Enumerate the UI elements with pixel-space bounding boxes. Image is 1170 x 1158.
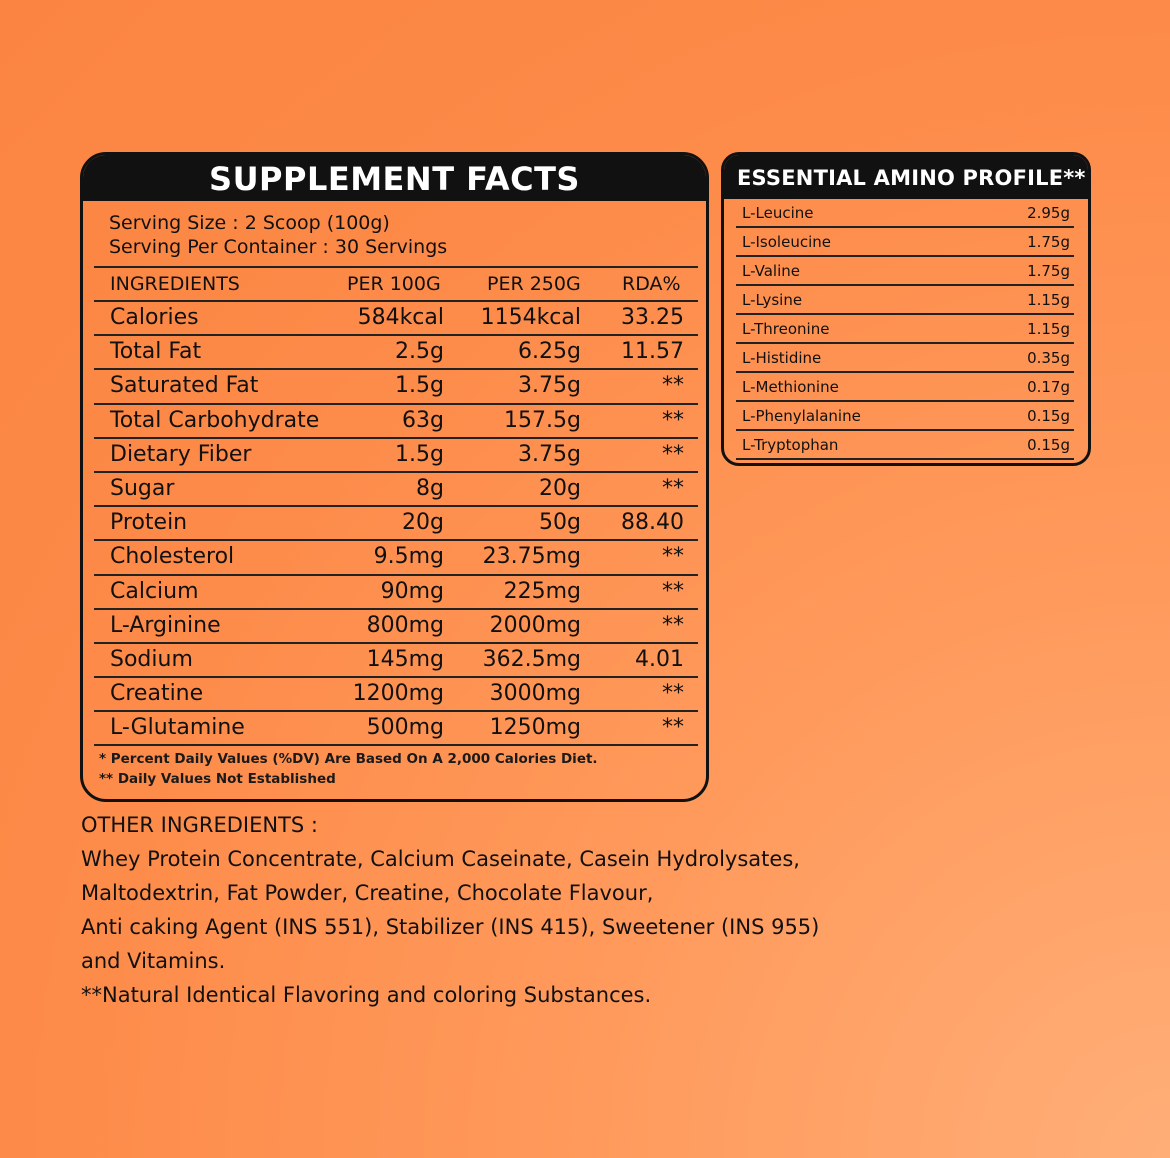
- value-rda: **: [662, 373, 684, 399]
- table-row: [94, 507, 698, 541]
- value-per-100g: 20g: [402, 510, 444, 536]
- facts-table: [94, 266, 698, 746]
- ingredient-name: Total Fat: [110, 339, 202, 365]
- value-rda: 4.01: [635, 646, 684, 672]
- header-per-100g: PER 100G: [347, 273, 441, 295]
- facts-table-header: [94, 266, 698, 302]
- amino-value: 1.15g: [1027, 291, 1070, 309]
- table-row: [94, 405, 698, 439]
- other-ingredients-label: OTHER INGREDIENTS :: [81, 813, 318, 837]
- value-per-100g: 800mg: [366, 612, 444, 638]
- amino-name: L-Valine: [742, 262, 800, 280]
- amino-name: L-Histidine: [742, 349, 822, 367]
- amino-value: 1.15g: [1027, 320, 1070, 338]
- ingredient-name: L-Arginine: [110, 612, 221, 638]
- value-per-250g: 20g: [539, 475, 581, 501]
- amino-value: 0.15g: [1027, 436, 1070, 454]
- amino-name: L-Lysine: [742, 291, 803, 309]
- table-row: [94, 336, 698, 370]
- ingredient-name: Dietary Fiber: [110, 441, 252, 467]
- table-row: [94, 439, 698, 473]
- table-row: [94, 678, 698, 712]
- other-ingredients-line: and Vitamins.: [81, 949, 226, 973]
- value-rda: **: [662, 475, 684, 501]
- value-per-250g: 2000mg: [489, 612, 581, 638]
- other-ingredients-line: Whey Protein Concentrate, Calcium Caseinate, Casein Hydrolysates,: [81, 847, 800, 871]
- value-per-100g: 1.5g: [395, 441, 444, 467]
- amino-name: L-Methionine: [742, 378, 839, 396]
- ingredient-name: L-Glutamine: [110, 715, 245, 741]
- ingredient-name: Cholesterol: [110, 544, 235, 570]
- value-per-100g: 500mg: [366, 715, 444, 741]
- amino-value: 0.15g: [1027, 407, 1070, 425]
- value-per-100g: 8g: [416, 475, 444, 501]
- list-item: [736, 315, 1074, 344]
- value-per-250g: 362.5mg: [482, 646, 581, 672]
- ingredient-name: Sodium: [110, 646, 193, 672]
- value-per-100g: 90mg: [380, 578, 444, 604]
- amino-name: L-Isoleucine: [742, 233, 831, 251]
- amino-value: 1.75g: [1027, 262, 1070, 280]
- ingredient-name: Protein: [110, 510, 188, 536]
- value-rda: **: [662, 715, 684, 741]
- value-per-100g: 63g: [402, 407, 444, 433]
- footnote-not-established: ** Daily Values Not Established: [99, 771, 336, 787]
- amino-profile-list: [736, 199, 1074, 460]
- amino-value: 1.75g: [1027, 233, 1070, 251]
- value-per-250g: 3.75g: [518, 441, 581, 467]
- amino-name: L-Leucine: [742, 204, 814, 222]
- header-ingredients: INGREDIENTS: [110, 273, 240, 295]
- list-item: [736, 199, 1074, 228]
- value-per-100g: 2.5g: [395, 339, 444, 365]
- header-rda: RDA%: [622, 273, 681, 295]
- list-item: [736, 286, 1074, 315]
- value-per-100g: 145mg: [366, 646, 444, 672]
- footnote-daily-values: * Percent Daily Values (%DV) Are Based On A 2,000 Calories Diet.: [99, 751, 598, 767]
- value-rda: 33.25: [621, 305, 684, 330]
- table-row: [94, 712, 698, 746]
- serving-size: Serving Size : 2 Scoop (100g): [109, 212, 390, 234]
- ingredient-name: Calcium: [110, 578, 199, 604]
- ingredient-name: Calories: [110, 305, 199, 330]
- serving-info: [109, 211, 447, 259]
- header-per-250g: PER 250G: [487, 273, 581, 295]
- supplement-facts-title: SUPPLEMENT FACTS: [83, 155, 706, 201]
- value-per-250g: 1154kcal: [480, 305, 581, 330]
- value-per-250g: 3000mg: [489, 681, 581, 707]
- value-rda: **: [662, 681, 684, 707]
- value-per-100g: 9.5mg: [373, 544, 444, 570]
- facts-footnotes: [99, 749, 598, 789]
- supplement-facts-panel: [80, 152, 709, 802]
- amino-name: L-Threonine: [742, 320, 830, 338]
- list-item: [736, 431, 1074, 460]
- value-per-250g: 225mg: [503, 578, 581, 604]
- value-per-250g: 6.25g: [518, 339, 581, 365]
- value-per-250g: 50g: [539, 510, 581, 536]
- facts-table-body: [94, 302, 698, 746]
- amino-value: 2.95g: [1027, 204, 1070, 222]
- flavoring-note: **Natural Identical Flavoring and coloring Substances.: [81, 983, 652, 1007]
- table-row: [94, 576, 698, 610]
- amino-profile-panel: [721, 152, 1091, 466]
- list-item: [736, 344, 1074, 373]
- ingredient-name: Creatine: [110, 681, 204, 707]
- other-ingredients-line: Maltodextrin, Fat Powder, Creatine, Chocolate Flavour,: [81, 881, 654, 905]
- amino-value: 0.35g: [1027, 349, 1070, 367]
- table-row: [94, 302, 698, 336]
- value-per-250g: 3.75g: [518, 373, 581, 399]
- value-rda: **: [662, 544, 684, 570]
- value-rda: **: [662, 612, 684, 638]
- ingredient-name: Total Carbohydrate: [110, 407, 320, 433]
- list-item: [736, 373, 1074, 402]
- table-row: [94, 541, 698, 575]
- table-row: [94, 370, 698, 404]
- table-row: [94, 610, 698, 644]
- value-per-250g: 23.75mg: [482, 544, 581, 570]
- amino-name: L-Phenylalanine: [742, 407, 861, 425]
- serving-per-container: Serving Per Container : 30 Servings: [109, 236, 448, 258]
- value-rda: 11.57: [621, 339, 684, 365]
- value-per-100g: 1.5g: [395, 373, 444, 399]
- value-rda: **: [662, 578, 684, 604]
- value-per-100g: 1200mg: [352, 681, 444, 707]
- ingredient-name: Saturated Fat: [110, 373, 259, 399]
- table-row: [94, 644, 698, 678]
- other-ingredients-line: Anti caking Agent (INS 551), Stabilizer (INS 415), Sweetener (INS 955): [81, 915, 820, 939]
- list-item: [736, 257, 1074, 286]
- amino-name: L-Tryptophan: [742, 436, 839, 454]
- value-rda: **: [662, 407, 684, 433]
- table-row: [94, 473, 698, 507]
- other-ingredients: [81, 808, 941, 1012]
- list-item: [736, 228, 1074, 257]
- list-item: [736, 402, 1074, 431]
- amino-value: 0.17g: [1027, 378, 1070, 396]
- value-per-250g: 1250mg: [489, 715, 581, 741]
- amino-profile-title: ESSENTIAL AMINO PROFILE**: [724, 155, 1088, 199]
- value-per-250g: 157.5g: [504, 407, 581, 433]
- value-rda: 88.40: [621, 510, 684, 536]
- value-rda: **: [662, 441, 684, 467]
- ingredient-name: Sugar: [110, 475, 175, 501]
- value-per-100g: 584kcal: [357, 305, 444, 330]
